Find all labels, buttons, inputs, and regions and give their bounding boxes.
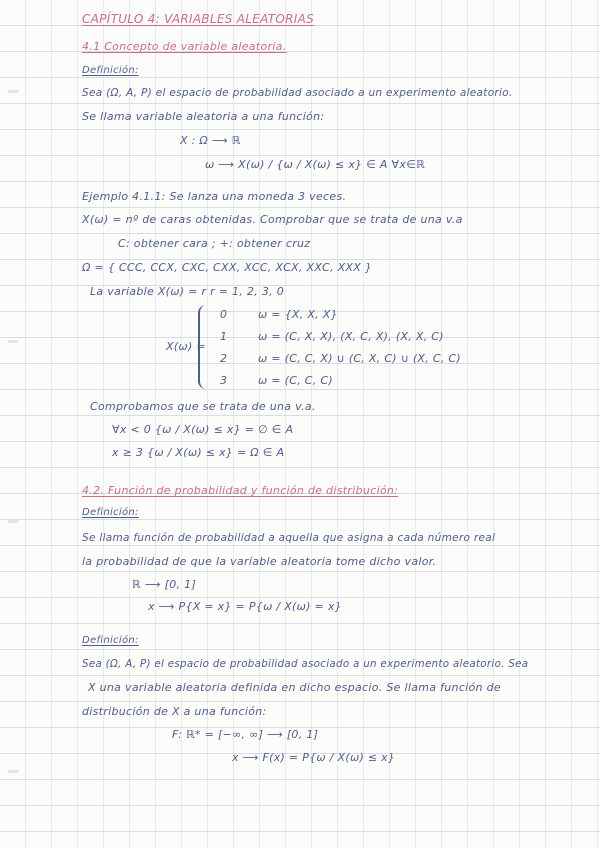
text-line: Comprobamos que se trata de una v.a. xyxy=(90,400,316,413)
formula-line: x ≥ 3 {ω / X(ω) ≤ x} = Ω ∈ A xyxy=(112,446,285,459)
case-set: ω = {X, X, X} xyxy=(258,308,338,321)
binder-mark xyxy=(8,770,18,773)
case-set: ω = (C, X, X), (X, C, X), (X, X, C) xyxy=(258,330,444,343)
case-set: ω = (C, C, X) ∪ (C, X, C) ∪ (X, C, C) xyxy=(258,352,462,365)
sample-space: Ω = { CCC, CCX, CXC, CXX, XCC, XCX, XXC, XXX } xyxy=(82,261,373,274)
text-line: Se llama función de probabilidad a aquella que asigna a cada número real xyxy=(82,532,496,544)
case-label: X(ω) = xyxy=(166,340,206,353)
text-line: distribución de X a una función: xyxy=(82,705,267,718)
formula-line: ω ⟶ X(ω) / {ω / X(ω) ≤ x} ∈ A ∀x∈ℝ xyxy=(205,158,426,171)
case-value: 0 xyxy=(220,308,228,321)
case-value: 2 xyxy=(220,352,228,365)
text-line: La variable X(ω) = r r = 1, 2, 3, 0 xyxy=(90,285,285,298)
section-heading: 4.2. Función de probabilidad y función de distribución: xyxy=(82,484,399,497)
case-value: 1 xyxy=(220,330,228,343)
example-title: Ejemplo 4.1.1: Se lanza una moneda 3 veces. xyxy=(82,190,347,203)
text-line: X una variable aleatoria definida en dicho espacio. Se llama función de xyxy=(88,681,501,694)
chapter-title: CAPÍTULO 4: VARIABLES ALEATORIAS xyxy=(82,12,315,26)
definition-label: Definición: xyxy=(82,65,139,76)
binder-mark xyxy=(8,520,18,523)
section-heading: 4.1 Concepto de variable aleatoria. xyxy=(82,40,287,53)
formula-line: ℝ ⟶ [0, 1] xyxy=(132,578,197,591)
text-line: Se llama variable aleatoria a una función: xyxy=(82,110,325,123)
case-set: ω = (C, C, C) xyxy=(258,374,333,387)
formula-line: X : Ω ⟶ ℝ xyxy=(180,134,241,147)
binder-mark xyxy=(8,340,18,343)
formula-line: ∀x < 0 {ω / X(ω) ≤ x} = ∅ ∈ A xyxy=(112,423,294,436)
formula-line: F: ℝ* = [−∞, ∞] ⟶ [0, 1] xyxy=(172,728,319,741)
brace-icon xyxy=(198,305,214,389)
definition-label: Definición: xyxy=(82,507,139,518)
text-line: Sea (Ω, A, P) el espacio de probabilidad asociado a un experimento aleatorio. xyxy=(82,87,513,99)
case-value: 3 xyxy=(220,374,228,387)
definition-label: Definición: xyxy=(82,635,139,646)
formula-line: x ⟶ P{X = x} = P{ω / X(ω) = x} xyxy=(148,600,342,613)
text-line: X(ω) = nº de caras obtenidas. Comprobar que se trata de una v.a xyxy=(82,213,463,226)
formula-line: x ⟶ F(x) = P{ω / X(ω) ≤ x} xyxy=(232,751,396,764)
text-line: Sea (Ω, A, P) el espacio de probabilidad asociado a un experimento aleatorio. Sea xyxy=(82,658,529,670)
text-line: C: obtener cara ; +: obtener cruz xyxy=(118,237,311,250)
binder-mark xyxy=(8,90,18,93)
text-line: la probabilidad de que la variable aleatoria tome dicho valor. xyxy=(82,555,437,568)
